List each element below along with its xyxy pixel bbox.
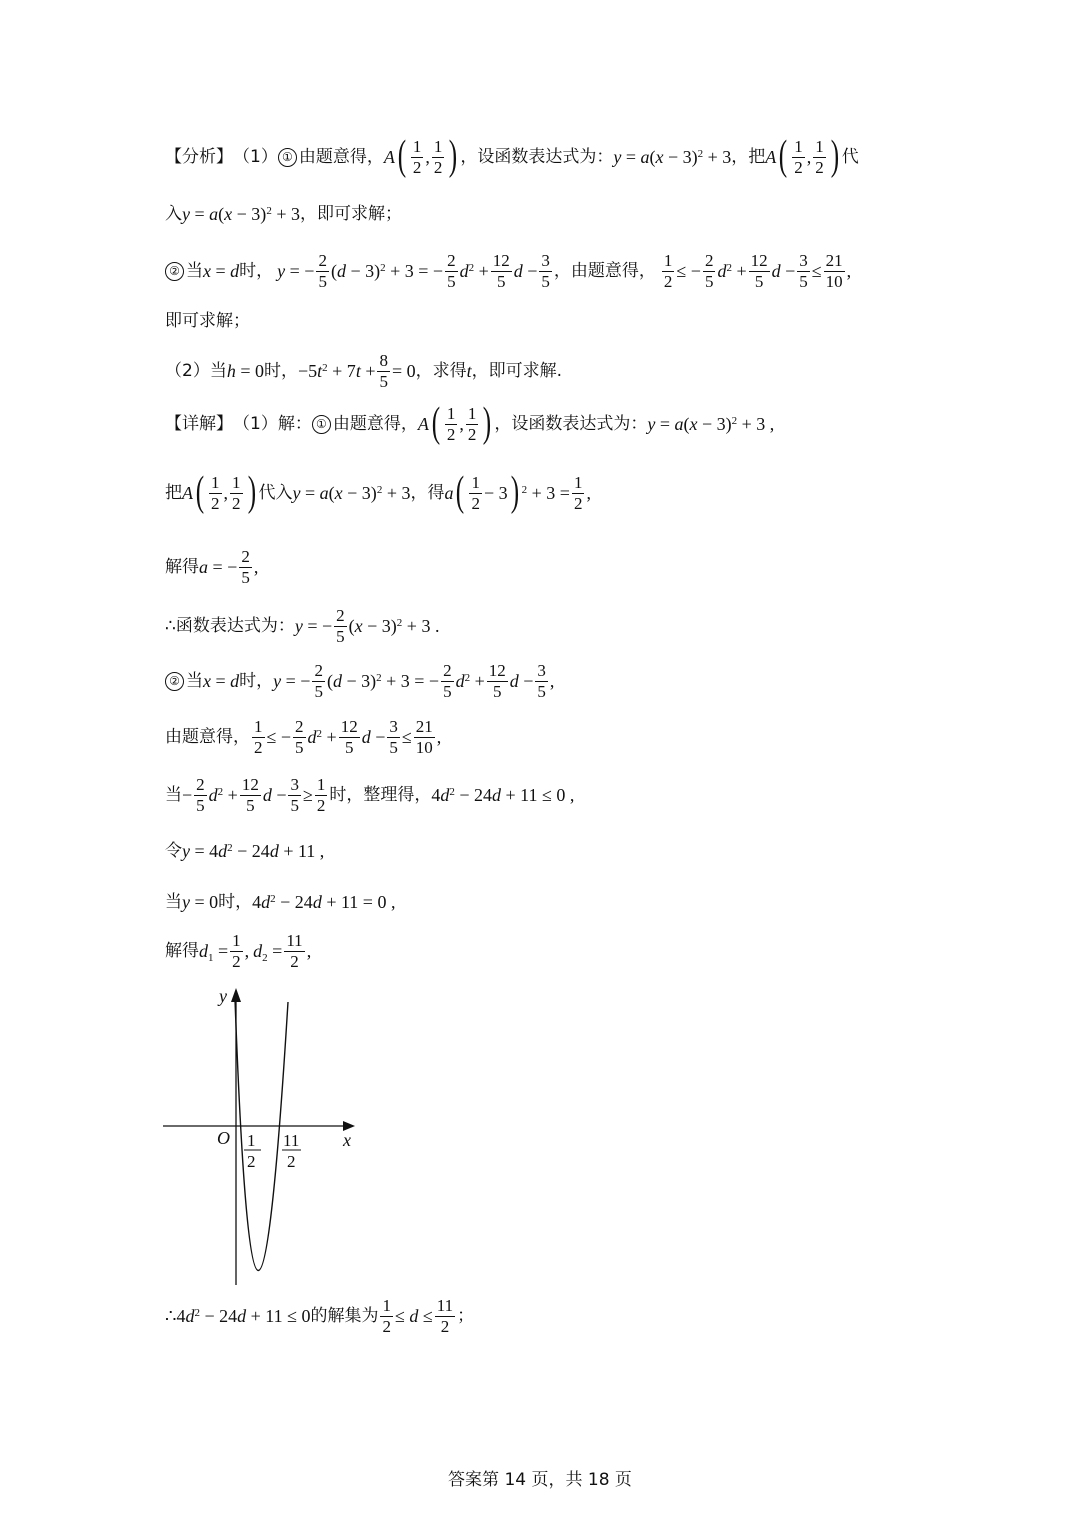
text: 时， xyxy=(239,670,274,691)
text: 时， xyxy=(263,360,298,381)
text: ，即可求解； xyxy=(299,203,402,224)
text: 入 xyxy=(165,203,182,224)
text: 的解集为 xyxy=(310,1305,379,1326)
detail-line-5: ② 当 x = d 时， y = − $\frac{2}{5}$ $(d - 3)^2 + 3$ = − $\frac{2}{5}$ $d^2$ + $\frac{12}{5}$ d − $\frac{3}{5}$ , xyxy=(165,662,554,701)
text: 时，整理得， xyxy=(329,784,432,805)
text: 当 xyxy=(186,260,203,281)
math-point-a: A xyxy=(383,147,395,168)
text: 由题意得， xyxy=(332,413,418,434)
circled-one: ① xyxy=(278,148,297,167)
analysis-line-5: （2）当 h = 0 时， $-5t^2 + 7t$ + $\frac{8}{5}$ = 0 ，求得 t ，即可求解. xyxy=(165,351,563,391)
fraction: $\frac{1}{2}$ xyxy=(433,137,443,177)
origin-label: O xyxy=(217,1128,230,1148)
text: （2）当 xyxy=(165,360,227,381)
text: 当 xyxy=(165,891,182,912)
analysis-line-4 xyxy=(165,313,250,330)
text: ，设函数表达式为： xyxy=(494,413,648,434)
parabola-curve xyxy=(235,1000,288,1271)
text: ，由题意得， xyxy=(553,260,656,281)
root1-numerator: 1 xyxy=(247,1131,256,1150)
text: ，设函数表达式为： xyxy=(460,146,614,167)
text: 把 xyxy=(165,482,182,503)
detail-line-1: 【详解】 （1）解： ① 由题意得， A ( $\frac{1}{2}$ , $\frac{1}{2}$ ) ，设函数表达式为： $y = a(x - 3)^2 + 3$ , xyxy=(165,400,775,447)
detail-line-6: 由题意得， $\frac{1}{2}$ ≤ − $\frac{2}{5}$ $d^2$ + $\frac{12}{5}$ d − $\frac{3}{5}$ ≤ $\frac{21}{10}$ , xyxy=(165,717,442,757)
parabola-graph xyxy=(155,980,375,1295)
text: ，即可求解. xyxy=(471,360,563,381)
circled-one: ① xyxy=(312,415,331,434)
text: 代 xyxy=(841,146,859,167)
detail-line-2: 把 A ( $\frac{1}{2}$ , $\frac{1}{2}$ ) 代入 $y = a(x - 3)^2 + 3$ ，得 a ( $\frac{1}{2}$ − 3 ) $^2$ + 3 = $\frac{1}{2}$ , xyxy=(165,469,591,516)
analysis-line-1: 【分析】 （1） ① 由题意得， A ( $\frac{1}{2}$ , $\frac{1}{2}$ ) ，设函数表达式为： $y = a(x - 3)^2 + 3$ ，把 A ( $\frac{1}{2}$ , $\frac{1}{2}$ ) 代 xyxy=(165,133,859,180)
text: ，得 xyxy=(410,482,445,503)
detail-line-9: 当 y = 0 时， $4d^2 - 24d + 11 = 0$ , xyxy=(165,891,396,912)
fraction: $\frac{1}{2}$ xyxy=(412,137,422,177)
text: 时， xyxy=(218,891,253,912)
detail-line-3: 解得 a = − $\frac{2}{5}$ , xyxy=(165,547,259,587)
part-label: （1） xyxy=(233,146,278,167)
detail-line-4: ∴函数表达式为： y = − $\frac{2}{5}$ $(x - 3)^2 + 3$ . xyxy=(165,606,440,646)
text: ∴函数表达式为： xyxy=(165,615,295,636)
circled-two: ② xyxy=(165,672,184,691)
therefore-symbol: ∴ xyxy=(165,1306,177,1327)
y-axis-arrow xyxy=(231,988,241,1002)
text: ，把 xyxy=(731,146,766,167)
text: 解得 xyxy=(165,940,199,961)
text: 由题意得， xyxy=(165,726,250,747)
text: 由题意得， xyxy=(298,146,384,167)
root2-denominator: 2 xyxy=(287,1152,296,1171)
analysis-heading: 【分析】 xyxy=(165,146,233,167)
detail-line-7: 当 − $\frac{2}{5}$ $d^2$ + $\frac{12}{5}$ d − $\frac{3}{5}$ ≥ $\frac{1}{2}$ 时，整理得， $4d^2 - 24d + 11 \le 0$ , xyxy=(165,775,575,815)
text: 代入 xyxy=(258,482,293,503)
math-expression: $y = a(x - 3)^2 + 3$ xyxy=(182,204,300,224)
circled-two: ② xyxy=(165,262,184,281)
axis-label-y: y xyxy=(219,986,227,1006)
analysis-line-2 xyxy=(165,205,402,223)
text: ，求得 xyxy=(415,360,467,381)
root1-denominator: 2 xyxy=(247,1152,256,1171)
page-footer: 答案第 14 页，共 18 页 xyxy=(448,1470,632,1490)
text: 解得 xyxy=(165,556,199,577)
text: 即可求解； xyxy=(165,311,250,331)
axis-label-x: x xyxy=(343,1130,351,1150)
detail-heading: 【详解】 xyxy=(165,413,233,434)
text: （1）解： xyxy=(233,413,312,434)
text: 令 xyxy=(165,840,182,861)
text: 当 xyxy=(186,670,203,691)
analysis-line-3: ② 当 x = d 时， y = − $\frac{2}{5}$ $(d - 3)^2 + 3$ = − $\frac{2}{5}$ $d^2$ + $\frac{12}{5}$ d − $\frac{3}{5}$ ，由题意得， $\frac{1}{2}$ ≤ − $\frac{2}{5}$ $d^2$ + $\frac{12}{5}$ d − $\frac{3}{5}$ ≤ $\frac{21}{10}$ , xyxy=(165,252,851,291)
text: 时， xyxy=(239,260,274,281)
math-expression: $y = a(x - 3)^2 + 3$ xyxy=(613,147,732,168)
detail-line-11: ∴ $4d^2 - 24d + 11 \le 0$ 的解集为 $\frac{1}{2}$ ≤ d ≤ $\frac{11}{2}$ ； xyxy=(165,1296,475,1336)
root2-numerator: 11 xyxy=(283,1131,300,1150)
detail-line-8: 令 $y = 4d^2 - 24d + 11$ , xyxy=(165,840,325,861)
detail-line-10: 解得 $d_1$ = $\frac{1}{2}$ , $d_2$ = $\frac{11}{2}$ , xyxy=(165,931,312,971)
text: 当 xyxy=(165,784,182,805)
